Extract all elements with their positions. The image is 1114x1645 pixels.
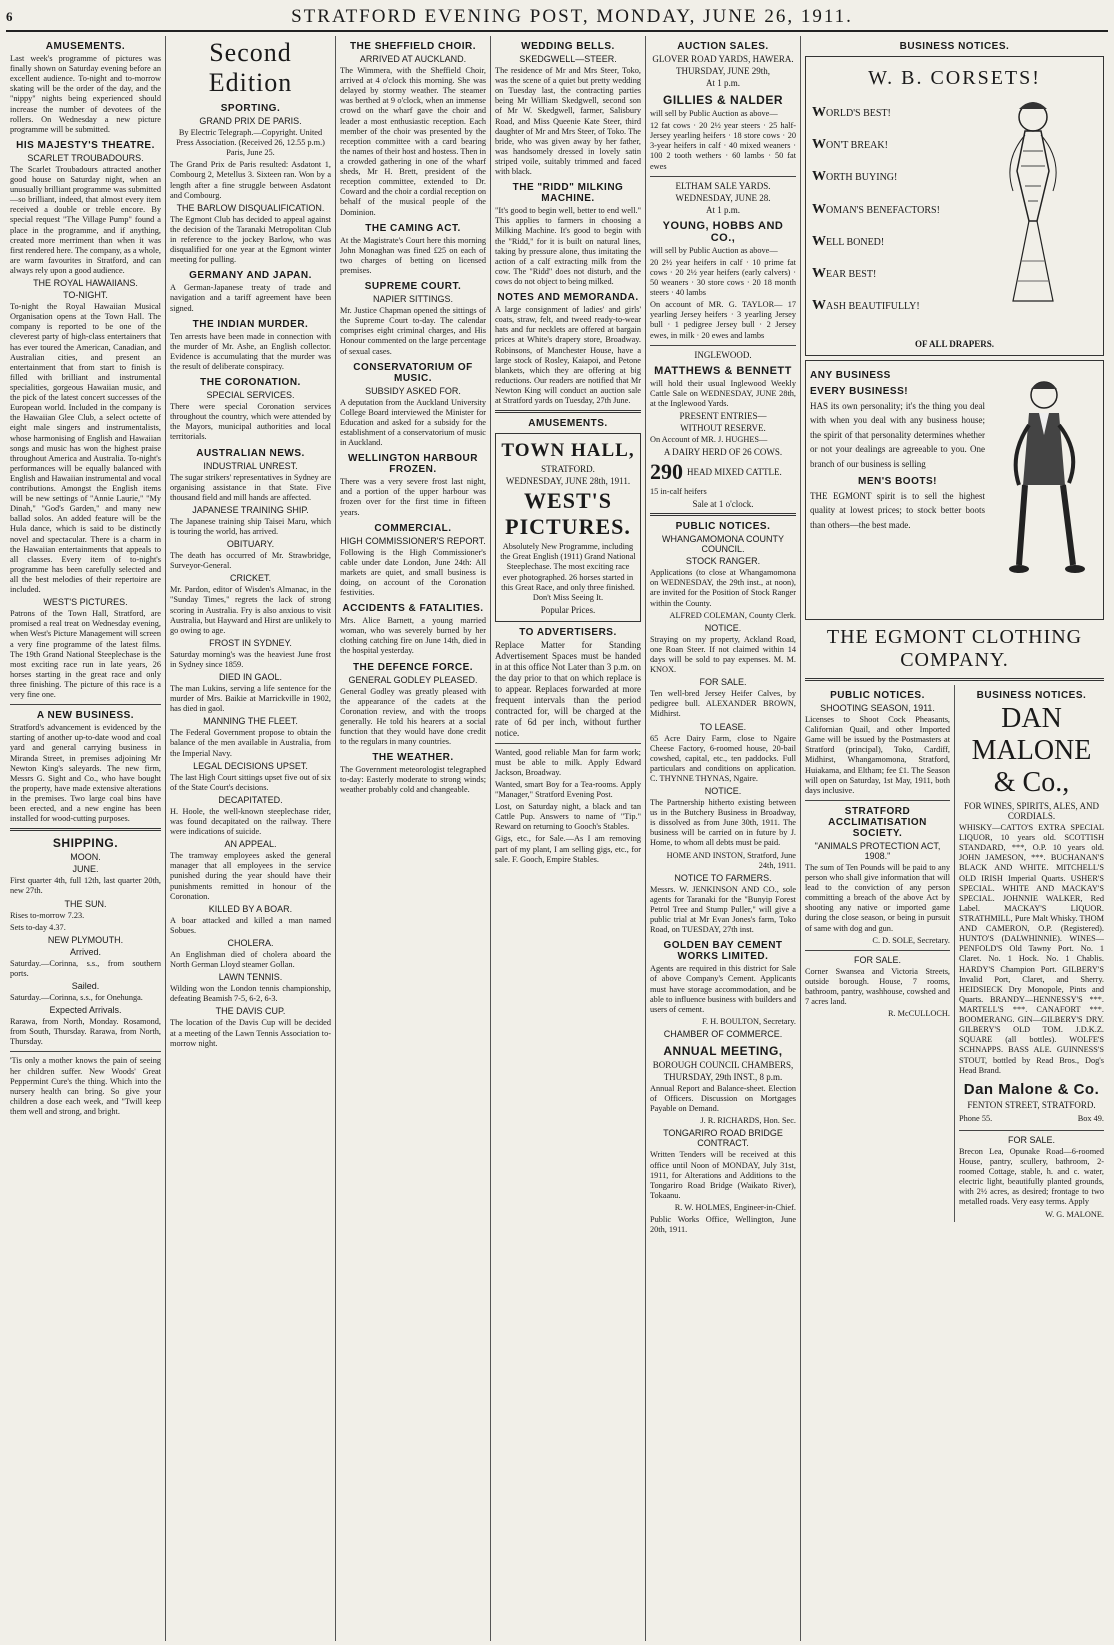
straying-notice: Straying on my property, Ackland Road, one Roan Steer. If not claimed within 14 days will be sold to pay expenses. M. M. KNOX.	[650, 634, 796, 675]
heading-new-business: A NEW BUSINESS.	[36, 710, 135, 722]
dan-malone-phone: Phone 55.	[959, 1113, 993, 1123]
heading-amusements: AMUSEMENTS.	[45, 41, 126, 52]
divider	[805, 678, 1104, 681]
young-list: 20 2½ year heifers in calf · 10 prime fat cows · 20 2½ year heifers (early calvers) · 50 weaners · 30 store cows · 20 18 month steers · 40 lambs	[650, 257, 796, 298]
heading-commercial: COMMERCIAL.	[374, 522, 452, 534]
heading-amusements-ad: AMUSEMENTS.	[528, 418, 608, 430]
article-appeal: The tramway employees asked the general manager that all employees in the service punished during the year should have their punishments remitted in honour of the Coronation.	[170, 851, 331, 901]
partnership-signature: HOME AND INSTON, Stratford, June 24th, 1911.	[666, 850, 796, 870]
heifers-forsale: Ten well-bred Jersey Heifer Calves, by pedigree bull. ALEXANDER BROWN, Midhirst.	[650, 689, 796, 719]
slogan-text: EAR BEST!	[826, 268, 877, 280]
matthews-bennett: MATTHEWS & BENNETT	[654, 364, 792, 377]
heading-coronation: THE CORONATION.	[200, 377, 301, 389]
article-indian-murder: Ten arrests have been made in connection with the murder of Mr. Ashe, an English collector. Evidence is accumulating that the murder was the result of deliberate conspiracy.	[170, 331, 331, 371]
wests-programme: Absolutely New Programme, including the Great English (1911) Grand National Steeplechase. The most exciting race ever photographed. 26 horses started in this Great Race, and only three finished. Don't Miss Seeing It.	[500, 542, 636, 602]
advertisers-notice: Replace Matter for Standing Advertisement Spaces must be handed in at this office Not Later than 3 p.m. on the day prior to that on which replace is to appear. Replaces forwarded at more frequent intervals than the period contracted for, will be charged at the rate of 6d per inch, without further notice.	[495, 639, 641, 738]
heading-notes: NOTES AND MEMORANDA.	[497, 292, 639, 304]
mcculloch-signature: R. McCULLOCH.	[888, 1009, 950, 1019]
lease-heading: TO LEASE.	[699, 721, 747, 732]
divider	[650, 345, 796, 346]
town-hall: TOWN HALL,	[501, 440, 635, 462]
matthews-text: will hold their usual Inglewood Weekly Cattle Sale on WEDNESDAY, JUNE 28th, at the Inglewood Yards.	[650, 378, 796, 408]
heading-accidents: ACCIDENTS & FATALITIES.	[342, 603, 484, 615]
wb-corsets-ad	[805, 56, 1104, 356]
column-local	[491, 36, 646, 1641]
article-subsidy: A deputation from the Auckland University College Board interviewed the Minister for Education and asked for a subsidy for the establishment of a conservatorium of music in Auckland.	[340, 397, 486, 448]
heading-conservatorium: CONSERVATORIUM OF MUSIC.	[353, 361, 473, 384]
borough-chambers: BOROUGH COUNCIL CHAMBERS,	[652, 1060, 794, 1071]
heading-theatre: HIS MAJESTY'S THEATRE.	[16, 139, 155, 151]
article-wedding: The residence of Mr and Mrs Steer, Toko, was the scene of a quiet but pretty wedding on Tuesday last, the contracting parties being Mr William Skedgwell, second son of Mr W. Skedgwell, farmer, Salisbury Road, and Miss Queenie Kate Steer, third daughter of Mr and Mrs Steer, of Toko. The bride, who was given away by her father, was handsomely dressed in lovely satin striped voile, suitably trimmed and faced with black.	[495, 66, 641, 177]
article-cholera: An Englishman died of cholera aboard the North German Lloyd steamer Gollan.	[170, 950, 331, 970]
corsets-slogan-line	[812, 161, 940, 193]
sun-sets: Sets to-day 4.37.	[10, 922, 66, 932]
article-gaol: The man Lukins, serving a life sentence for the murder of Mrs. Baikie at Marrickville in 1902, has died in gaol.	[170, 684, 331, 714]
partnership-text: The Partnership hitherto existing between us in the Butchery Business in Broadway, is dissolved as from June 30th, 1911. The business will be carried on in future by J. Home, to whom all debts must be paid.	[650, 798, 796, 848]
egmont-text: HAS its own personality; it's the thing you deal with when you deal with any business house; the spirit of that personality determines whether or not your dealings are agreeable to you. One branch of our business is selling	[810, 401, 985, 469]
corsets-slogan-line	[812, 129, 940, 161]
wests-prices: Popular Prices.	[540, 604, 596, 615]
divider	[805, 800, 950, 801]
inglewood: INGLEWOOD.	[694, 349, 752, 360]
moon-month: JUNE.	[72, 864, 99, 875]
subheading-frost: FROST IN SYDNEY.	[209, 637, 292, 648]
young-account: On account of MR. G. TAYLOR— 17 yearling Jersey heifers · 3 yearling Jersey bull · 1 pedigree Jersey bull · 2 Jersey ewes, in milk · 20 ewes and lambs	[650, 300, 796, 340]
subheading-wests: WEST'S PICTURES.	[43, 597, 128, 608]
heading-business-notices: BUSINESS NOTICES.	[899, 41, 1010, 52]
divider	[650, 513, 796, 516]
slogan-initial: W	[812, 169, 826, 185]
farmers-heading: NOTICE TO FARMERS.	[674, 872, 772, 883]
subheading-cholera: CHOLERA.	[227, 938, 274, 949]
brecon-signature: W. G. MALONE.	[1045, 1209, 1104, 1219]
heading-supreme-court: SUPREME COURT.	[364, 281, 462, 293]
article-amusements: Last week's programme of pictures was finally shown on Saturday evening before an excellent audience. To-night and to-morrow skating will be the order of the day, and the "nippy" nights being experienced should increase the number of devotees of the rollers. On Wednesday a new picture programme will be submitted.	[10, 54, 161, 134]
wanted-ad: Wanted, smart Boy for a Tea-rooms. Apply "Manager," Stratford Evening Post.	[495, 779, 641, 799]
heading-weather: THE WEATHER.	[372, 752, 454, 764]
heading-advertisers: TO ADVERTISERS.	[519, 626, 617, 638]
heading-caming-act: THE CAMING ACT.	[365, 222, 461, 234]
divider	[805, 950, 950, 951]
subheading-grand-prix: GRAND PRIX DE PARIS.	[199, 116, 302, 126]
article-notes: A large consignment of ladies' and girls' coats, straw, felt, and tweed ready-to-wear hats and fur necklets are offered at bargain prices at White's drapery store, Broadway. Robinsons, of Manchester House, have a large stock of Rosley, Kaiapoi, and Petone blankets, which they are offering at big reductions. Our readers are notified that Mr Newton King will conduct an auction sale at Stratford yards on Tuesday, 27th June.	[495, 305, 641, 406]
article-new-business: Stratford's advancement is evidenced by the starting of another up-to-date wood and coal yard and general carrying business in Miranda Street, in premises adjoining Mr Newton King's saleyards. The new firm, Messrs G. Sight and Co., who have bought the property, have made extensive alterations in the premises. Two large coal bins have been erected, and a new engine has been installed for wood-cutting purposes.	[10, 723, 161, 824]
source-line: By Electric Telegraph.—Copyright. United Press Association. (Received 26, 12.55 p.m.) Paris, June 25.	[176, 128, 325, 158]
heading-australian-news: AUSTRALIAN NEWS.	[196, 447, 305, 459]
article-grand-prix: The Grand Prix de Paris resulted: Asdatont 1, Combourg 2, Metellus 3. Sixteen ran. Won by a length after a fine struggle between Asdatont and Combourg.	[170, 160, 331, 200]
heading-shipping: SHIPPING.	[52, 836, 119, 851]
subheading-sailed: Sailed.	[71, 980, 100, 991]
tongariro-heading: TONGARIRO ROAD BRIDGE CONTRACT.	[663, 1128, 783, 1149]
article-decapitated: H. Hoole, the well-known steeplechase rider, was found decapitated on the railway. There were indications of suicide.	[170, 806, 331, 837]
page-number: 6	[6, 9, 13, 24]
egmont-ad	[805, 360, 1104, 620]
subheading-barlow: THE BARLOW DISQUALIFICATION.	[176, 202, 325, 213]
article-hawaiians: To-night the Royal Hawaiian Musical Organisation opens at the Town Hall. The company is reported to be one of the cleverest party of high-class entertainers that has ever toured the American, Canadian, and Australian cities, and present an entertainment that from start to finish is filled with brilliant and instrumental specialities, gorgeous Hawaiian music, and the pick of the latest concert successes of the European world. Included in the company is the Hawaiian Glee Club, a select octette of eight male singers and instrumentalists, whose harmonising of English and Hawaiian songs and music has won the highest praise throughout America and Australia. To-night's performances will be equally balanced with English and Hawaiian instrumental and vocal contributions. Amongst the English items will be new settings of "Annie Laurie," "My Dinah," "God's Garden," and many new ballad solos. An added feature will be the Hula dance, which is said to be distinctly novel and spectacular. There is a charm in the Hawaiian entertainments that appeals to all classes. Every item of to-night's programme has been carefully selected and all the best melodies of their repertoire are included.	[10, 302, 161, 595]
subheading-legal: LEGAL DECISIONS UPSET.	[193, 760, 308, 771]
county-text: Applications (to close at Whangamomona on WEDNESDAY, the 29th inst., at noon), are invited for the Position of Stock Ranger within the County.	[650, 568, 796, 608]
slogan-initial: W	[812, 233, 826, 249]
heading-harbour: WELLINGTON HARBOUR FROZEN.	[348, 453, 478, 476]
shooting-heading: SHOOTING SEASON, 1911.	[820, 703, 935, 713]
masthead	[6, 4, 1108, 32]
subheading-boar: KILLED BY A BOAR.	[208, 903, 293, 914]
corsets-slogans	[812, 97, 940, 322]
subheading-decapitated: DECAPITATED.	[218, 794, 283, 805]
article-napier: Mr. Justice Chapman opened the sittings of the Supreme Court to-day. The calendar comprises eight criminal charges, and His Honour commented on the large percentage of sexual cases.	[340, 306, 486, 356]
slogan-text: ORLD'S BEST!	[826, 108, 891, 119]
subheading-tonight: TO-NIGHT.	[63, 290, 108, 301]
slogan-initial: W	[812, 105, 826, 120]
subheading-gaol: DIED IN GAOL.	[218, 672, 282, 683]
town-place: STRATFORD.	[541, 464, 595, 475]
eltham-time: At 1 p.m.	[705, 204, 740, 215]
divider	[10, 1051, 161, 1052]
town-date: WEDNESDAY, JUNE 28th, 1911.	[505, 476, 631, 487]
lease-text: 65 Acre Dairy Farm, close to Ngaire Cheese Factory, 6-roomed house, 20-bail cowshed, capital, etc., ten paddocks. Full particulars and conditions on application. C. THYNNE THYNAS, Ngaire.	[650, 733, 796, 783]
peppermint-ad: 'Tis only a mother knows the pain of seeing her children suffer. New Woods' Great Peppermint Cure's the thing. Which into the nursery health can bring. So give your children a dose each week, and "Twill keep them well and strong, and bright.	[10, 1056, 161, 1116]
second-edition-title: Second Edition	[208, 38, 293, 97]
slogan-initial: W	[812, 201, 826, 217]
young-hobbs: YOUNG, HOBBS AND CO.,	[662, 219, 784, 244]
hughes-account: On Account of MR. J. HUGHES—	[650, 434, 768, 444]
subheading-appeal: AN APPEAL.	[224, 839, 277, 850]
column-news	[336, 36, 491, 1641]
subheading-fleet: MANNING THE FLEET.	[203, 716, 298, 727]
heading-sporting: SPORTING.	[220, 103, 281, 114]
brecon-text: Brecon Lea, Opunake Road—6-roomed House, pantry, scullery, bathroom, 2-roomed Cottage, stable, h. and c. water, electric light, beautifully planted grounds, with 2½ acres, as desired; frontage to two metalled roads. Very easy terms. Apply	[959, 1146, 1104, 1207]
divider	[650, 176, 796, 177]
slogan-text: OMAN'S BENEFACTORS!	[826, 204, 940, 216]
subheading-arrived: Arrived.	[69, 946, 101, 957]
article-weather: The Government meteorologist telegraphed to-day: Easterly moderate to strong winds; weather probably cold and changeable.	[340, 765, 486, 795]
heading-auction: AUCTION SALES.	[677, 41, 769, 52]
egmont-company-name: THE EGMONT CLOTHING COMPANY.	[826, 626, 1083, 671]
lost-ad: Lost, on Saturday night, a black and tan Cattle Pup. Answers to name of "Tip." Reward on returning to Gooch's Stables.	[495, 802, 641, 832]
heading-business-notices-2: BUSINESS NOTICES.	[976, 690, 1087, 701]
subheading-subsidy: SUBSIDY ASKED FOR.	[365, 385, 461, 396]
divider	[959, 1130, 1104, 1131]
gillies-list: 12 fat cows · 20 2½ year steers · 25 half-Jersey yearling heifers · 18 store cows · 20 3-year heifers in calf · 40 mixed weaners · 100 2 tooth wethers · 60 lambs · 50 fat ewes	[650, 121, 796, 171]
sale-time: Sale at 1 o'clock.	[692, 499, 754, 510]
dan-malone-for: FOR WINES, SPIRITS, ALES, AND CORDIALS.	[963, 801, 1100, 821]
newspaper-title: STRATFORD EVENING POST, MONDAY, JUNE 26, 1911.	[291, 6, 853, 27]
article-wests: Patrons of the Town Hall, Stratford, are promised a real treat on Wednesday evening, when West's Picture Management will screen a very fine programme of the latest films. The 19th Grand National Steeplechase is the most exciting race run in late years, 26 horses starting in the great race and only three finishing. The picture of this race is a very fine one.	[10, 609, 161, 700]
wests-pictures-ad	[495, 433, 641, 622]
borough-date: THURSDAY, 29th INST., 8 p.m.	[663, 1072, 783, 1083]
subheading-unrest: INDUSTRIAL UNREST.	[203, 460, 298, 471]
heading-public-notices-2: PUBLIC NOTICES.	[830, 690, 925, 701]
moon-phases: First quarter 4th, full 12th, last quarter 20th, new 27th.	[10, 876, 161, 896]
notice-heading: NOTICE.	[704, 786, 742, 797]
dan-malone-title: DAN MALONE & Co.,	[971, 703, 1092, 798]
article-legal: The last High Court sittings upset five out of six of the State Court's decisions.	[170, 772, 331, 792]
article-cricket: Mr. Pardon, editor of Wisden's Almanac, in the "Sunday Times," regrets the lack of strong scoring in Australia. Fry is also anxious to visit Australia, but Hayward and Hirst are unlikely to go owing to age.	[170, 585, 331, 635]
annual-meeting: ANNUAL MEETING,	[663, 1044, 783, 1059]
borough-signature: J. R. RICHARDS, Hon. Sec.	[700, 1116, 796, 1126]
gillies-text: will sell by Public Auction as above—	[650, 109, 778, 118]
column-second-edition	[166, 36, 336, 1641]
cement-text: Agents are required in this district for Sale of above Company's Cement. Applicants must have storage accommodation, and be able to influence business with builders and users of cement.	[650, 964, 796, 1014]
heading-ridd: THE "RIDD" MILKING MACHINE.	[512, 182, 624, 205]
article-tennis: Wilding won the London tennis championship, defeating Beamish 7-5, 6-2, 6-3.	[170, 984, 331, 1004]
heading-indian-murder: THE INDIAN MURDER.	[192, 318, 309, 330]
lower-ads	[805, 685, 1104, 1222]
article-hc-report: Following is the High Commissioner's cable under date London, June 24th: All markets are quiet, and small business is doing, on account of the Coronation festivities.	[340, 547, 486, 598]
divider	[10, 828, 161, 831]
slogan-initial: W	[812, 265, 826, 281]
column-business	[801, 36, 1108, 1641]
heading-sheffield-choir: THE SHEFFIELD CHOIR.	[349, 41, 477, 52]
slogan-text: ON'T BREAK!	[826, 140, 888, 152]
heading-public-notices: PUBLIC NOTICES.	[675, 521, 771, 533]
divider	[10, 704, 161, 705]
subheading-special: SPECIAL SERVICES.	[206, 390, 295, 401]
article-godley: General Godley was greatly pleased with the appearance of the cadets at the Coronation review, and with the troops generally. He told his hearers at a social function that they would have done credit to the regulars in many countries.	[340, 686, 486, 747]
farmers-text: Messrs. W. JENKINSON AND CO., sole agents for Taranaki for the "Bunyip Forest Petrol Tree and Stump Puller," will give a public trial at Mr Evan Jones's farm, Toko Road, on TUESDAY, 27th inst.	[650, 884, 796, 935]
glover-date: THURSDAY, JUNE 29th,	[675, 66, 771, 76]
acclimatisation-signature: C. D. SOLE, Secretary.	[872, 935, 950, 945]
dan-malone-bottom: Dan Malone & Co.	[963, 1080, 1100, 1098]
tongariro-text: Written Tenders will be received at this office until Noon of MONDAY, July 31st, 1911, for Alterations and Additions to the Tongariro Road Bridge (Waikato River), Tokaanu.	[650, 1150, 796, 1200]
slogan-initial: W	[812, 137, 826, 153]
boots-text: THE EGMONT spirit is to sell the highest quality at lowest prices; to stock better boots than others—the best made.	[810, 490, 985, 530]
divider	[495, 410, 641, 413]
article-accidents: Mrs. Alice Barnett, a young married woman, who was severely burned by her clothing catching fire on June 14th, died in the hospital yesterday.	[340, 616, 486, 656]
subheading-training-ship: JAPANESE TRAINING SHIP.	[192, 504, 309, 515]
subheading-hawaiians: THE ROYAL HAWAIIANS.	[33, 278, 138, 289]
dairy-herd: A DAIRY HERD OF 26 COWS.	[663, 447, 783, 458]
article-fleet: The Federal Government propose to obtain the balance of the men available in Australia, from the Imperial Navy.	[170, 728, 331, 758]
subheading-wedding: SKEDGWELL—STEER.	[519, 54, 617, 64]
corsets-title: W. B. CORSETS!	[868, 67, 1041, 89]
mens-boots: MEN'S BOOTS!	[858, 475, 937, 487]
sailings: Saturday.—Corinna, s.s., for Onehunga.	[10, 992, 143, 1002]
article-coronation: There were special Coronation services throughout the country, which were attended by the Mayors, municipal authorities and local territorials.	[170, 402, 331, 442]
chamber-heading: CHAMBER OF COMMERCE.	[663, 1029, 783, 1040]
arrivals: Saturday.—Corinna, s.s., from southern ports.	[10, 958, 161, 978]
article-obituary: The death has occurred of Mr. Strawbridge, Surveyor-General.	[170, 551, 331, 571]
subheading-arrived-auckland: ARRIVED AT AUCKLAND.	[359, 54, 467, 64]
protection-text: The sum of Ten Pounds will be paid to any person who shall give information that will lead to the conviction of any person committing a breach of the above Act by shooting any native or imported game during the close season, or being in pursuit of same with dog and gun.	[805, 862, 950, 933]
article-training-ship: The Japanese training ship Taisei Maru, which is touring the world, has arrived.	[170, 516, 331, 536]
borough-text: Annual Report and Balance-sheet. Election of Officers. Discussion on Mortgages Payable on Demand.	[650, 1084, 796, 1114]
notice-heading: NOTICE.	[704, 622, 742, 633]
dan-malone-contact	[959, 1112, 1104, 1126]
mixed-cattle	[650, 459, 796, 485]
corsets-slogan-line	[812, 194, 940, 226]
tongariro-signature: R. W. HOLMES, Engineer-in-Chief.	[674, 1203, 796, 1212]
article-caming-act: At the Magistrate's Court here this morning John Monaghan was fined £25 on each of two charges of betting on licensed premises.	[340, 235, 486, 275]
article-scarlet: The Scarlet Troubadours attracted another good house on Saturday night, when an unusually brilliant programme was submitted—so brilliant, indeed, that almost every item received a double or treble encore. By special request "The Village Pump" found a place in the programme, and if anything, created more merriment than when it was first rendered here. The company, as a whole, are warm favourites in Stratford, and can always rely upon a good audience.	[10, 164, 161, 275]
cement-signature: F. H. BOULTON, Secretary.	[702, 1016, 796, 1026]
any-business: ANY BUSINESS	[810, 370, 891, 381]
incalf-heifers: 15 in-calf heifers	[650, 487, 707, 497]
wests-pictures-title: WEST'S PICTURES.	[505, 488, 631, 540]
gillies-nalder: GILLIES & NALDER	[662, 93, 783, 107]
gigs-ad: Gigs, etc., for Sale.—As I am removing part of my plant, I am selling gigs, etc., for sale. F. Gooch, Empire Stables.	[495, 834, 641, 864]
subheading-napier: NAPIER SITTINGS.	[372, 294, 453, 305]
subheading-obituary: OBITUARY.	[226, 539, 275, 550]
heading-germany: GERMANY AND JAPAN.	[189, 270, 312, 282]
heading-defence: THE DEFENCE FORCE.	[352, 661, 474, 673]
stock-ranger: STOCK RANGER.	[685, 556, 761, 567]
glover-yards: GLOVER ROAD YARDS, HAWERA.	[652, 54, 794, 64]
article-frost: Saturday morning's was the heaviest June frost in Sydney since 1859.	[170, 649, 331, 669]
glover-time: At 1 p.m.	[705, 78, 740, 88]
wanted-ad: Wanted, good reliable Man for farm work; must be able to milk. Apply Edward Jackson, Broadway.	[495, 747, 641, 777]
article-harbour: There was a very severe frost last night, and a portion of the upper harbour was frozen over for the first time in fifteen years.	[340, 477, 486, 517]
corset-lady-illustration	[973, 91, 1093, 311]
subheading-moon: MOON.	[70, 852, 101, 863]
every-business: EVERY BUSINESS!	[810, 386, 909, 397]
slogan-text: ORTH BUYING!	[826, 172, 898, 184]
subheading-expected: Expected Arrivals.	[49, 1005, 122, 1016]
county-council: WHANGAMOMONA COUNTY COUNCIL.	[661, 534, 784, 555]
article-germany: A German-Japanese treaty of trade and navigation and a tariff agreement have been signed.	[170, 283, 331, 313]
subheading-godley: GENERAL GODLEY PLEASED.	[348, 674, 478, 685]
slogan-text: ASH BEAUTIFULLY!	[826, 301, 920, 313]
shooting-text: Licenses to Shoot Cock Pheasants, Californian Quail, and other Imported Game will be issued by the Postmasters at Stratford (principal), Toko, Cardiff, Midhirst, Whangamomona, Stratford, Huiakama, and Eltham; fee £1. The Season will open on Saturday, 1st May, 1911, both days inclusive.	[805, 715, 950, 795]
article-davis: The location of the Davis Cup will be decided at a meeting of the Lawn Tennis Association to-morrow night.	[170, 1018, 331, 1048]
eltham-yards: ELTHAM SALE YARDS.	[675, 180, 771, 191]
column-amusements	[6, 36, 166, 1641]
dan-malone-box: Box 49.	[1077, 1113, 1104, 1123]
subheading-davis: THE DAVIS CUP.	[215, 1006, 286, 1017]
mixed-cattle-count: 290	[650, 459, 683, 485]
dan-malone-list: WHISKY—CATTO'S EXTRA SPECIAL LIQUOR, 10 years old. SCOTTISH STANDARD, ***, O.P. 10 years old. JOHN JAMESON, ***. BUCHANAN'S BLACK AND WHITE. MITCHELL'S OLD IRISH Imperial Quarts. USHER'S SPECIAL. WHITE AND MACKAY'S SPECIAL. JOHNNIE WALKER, Red Label. MACKAY'S LIQUOR. STRATHMILL, Pure Malt Whisky. THOM AND CAMERON, O.P. (Registered). HUNTO'S (DALWHINNIE). WINES—PENFOLD'S Old Tawny Port. No. 1 Claret. No. 1 Hock. No. 1 Chablis. HARDY'S Champion Port. GILBERY'S Invalid Port, Claret, and Sherry. HEIDSIECK Dry Monopole, Pints and Quarts. BRANDY—HENNESSY'S ***. MARTELL'S ***. CANAFORT ***. BOOMERANG. GIN—GILBERY'S DRY. GILBERY'S OLD TOM. J.D.K.Z. SQUARE (all bottles). WOLFE'S SCHNAPPS. BASS ALE. GUINNESS'S STOUT, bottled by Read Bros., Dog's Head Brand.	[959, 823, 1104, 1075]
eltham-date: WEDNESDAY, JUNE 28.	[675, 192, 771, 203]
sun-rises: Rises to-morrow 7.23.	[10, 910, 85, 920]
subheading-tennis: LAWN TENNIS.	[218, 972, 283, 983]
column-auction	[646, 36, 801, 1641]
subheading-scarlet: SCARLET TROUBADOURS.	[27, 152, 144, 163]
county-signature: ALFRED COLEMAN, County Clerk.	[669, 610, 796, 620]
subheading-new-plymouth: NEW PLYMOUTH.	[47, 934, 124, 945]
forsale-text-2: Corner Swansea and Victoria Streets, outside borough. House, 7 rooms, bathroom, pantry, washhouse, cowshed and 7 acres land.	[805, 966, 950, 1007]
subheading-cricket: CRICKET.	[229, 573, 271, 584]
article-ridd: "It's good to begin well, better to end well." This applies to farmers in choosing a Milking Machine. It's good to begin with the "Ridd," for it is built on natural lines, taking by pressure alone, thus imitating the action of a calf extracting milk from the cow. The "Ridd" does not disturb, and the cows do not object to being milked.	[495, 206, 641, 286]
corsets-slogan-line	[812, 258, 940, 290]
dan-malone-street: FENTON STREET, STRATFORD.	[967, 1099, 1096, 1110]
young-text: will sell by Public Auction as above—	[650, 245, 778, 255]
article-choir: The Wimmera, with the Sheffield Choir, arrived at 4 o'clock this morning. She was delayed by stormy weather. The steamer was berthed at 9 o'clock, when an immense crowd on the wharf gave the choir and leader a most enthusiastic reception. Each member of the choir was presented by the reception committee with a card bearing the names of their host and hostess. Then in a crowded gathering in one of the wharf sheds, Mr H. Brett, president of the reception committee, extended to Dr. Coward and the choir a cordial reception on behalf of the musical people of the Dominion.	[340, 66, 486, 217]
forsale-heading: FOR SALE.	[699, 677, 747, 688]
divider	[495, 743, 641, 744]
gentleman-illustration	[989, 365, 1099, 585]
mixed-cattle-label: HEAD MIXED CATTLE.	[687, 467, 782, 478]
subheading-sun: THE SUN.	[64, 898, 107, 909]
slogan-text: ELL BONED!	[826, 236, 885, 248]
article-barlow: The Egmont Club has decided to appeal against the decision of the Taranaki Metropolitan Club in reference to the jockey Barlow, who was disqualified for one year at the Egmont winter meeting for pulling.	[170, 214, 331, 265]
forsale-heading-2: FOR SALE.	[853, 954, 901, 965]
tongariro-date: Public Works Office, Wellington, June 20th, 1911.	[650, 1215, 796, 1235]
corsets-slogan-line	[812, 226, 940, 258]
acclimatisation-heading: STRATFORD ACCLIMATISATION SOCIETY.	[828, 805, 927, 839]
expected-arrivals: Rarawa, from North, Monday. Rosamond, from South, Thursday. Rarawa, from North, Thursday.	[10, 1017, 161, 1047]
heading-wedding: WEDDING BELLS.	[521, 41, 615, 52]
subheading-hc-report: HIGH COMMISSIONER'S REPORT.	[340, 535, 486, 546]
cement-heading: GOLDEN BAY CEMENT WORKS LIMITED.	[663, 940, 783, 963]
corsets-slogan-line	[812, 290, 940, 322]
brecon-heading: FOR SALE.	[1007, 1134, 1055, 1145]
protection-heading: "ANIMALS PROTECTION ACT, 1908."	[814, 840, 941, 861]
corsets-slogan-line	[812, 97, 940, 129]
slogan-initial: W	[812, 298, 826, 314]
present-entries: PRESENT ENTRIES—	[679, 410, 767, 421]
without-reserve: WITHOUT RESERVE.	[680, 422, 766, 433]
article-boar: A boar attacked and killed a man named Sobues.	[170, 915, 331, 935]
corsets-footer: OF ALL DRAPERS.	[915, 339, 994, 349]
article-unrest: The sugar strikers' representatives in Sydney are organising assistance in that State. Five thousand field and mill hands are affected.	[170, 472, 331, 502]
